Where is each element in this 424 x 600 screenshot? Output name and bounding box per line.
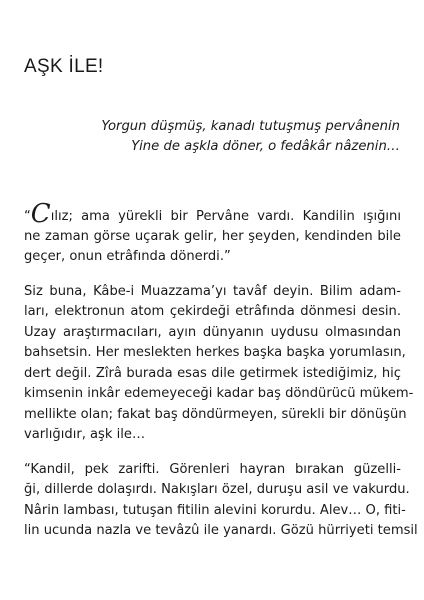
epigraph-line: Yorgun düşmüş, kanadı tutuşmuş pervânenin xyxy=(101,119,400,134)
text-line: Uzay araştırmacıları, ayın dünyanın uydusu olmasından xyxy=(24,324,401,340)
text-line xyxy=(24,199,401,229)
text-line: kimsenin inkâr edemeyeceği kadar baş döndürücü mükem- xyxy=(24,386,414,401)
epigraph xyxy=(20,117,400,156)
text-line: ği, dillerde dolaşırdı. Nakışları özel, duruşu asil ve vakurdu. xyxy=(24,482,410,497)
text-line: ne zaman görse uçarak gelir, her şeyden, kendinden bile xyxy=(24,228,401,244)
text-line: dert değil. Zîrâ burada esas dile getirmek istediğimiz, hiç xyxy=(24,365,401,381)
body-text xyxy=(24,199,418,556)
text-line: mellikte olan; fakat baş döndürmeyen, sürekli bir dönüşün xyxy=(24,406,407,422)
open-quote: “ xyxy=(24,209,31,224)
text-line: bahsetsin. Her meslekten herkes başka başka yorumlasın, xyxy=(24,345,406,360)
paragraph-1 xyxy=(24,199,401,268)
paragraph-3 xyxy=(24,460,418,542)
drop-cap: C xyxy=(30,199,51,229)
text-line: Siz buna, Kâbe-i Muazzama’yı tavâf deyin. Bilim adam- xyxy=(24,283,401,299)
text-line: varlığıdır, aşk ile… xyxy=(24,427,146,442)
paragraph-2 xyxy=(24,282,414,446)
chapter-title: AŞK İLE! xyxy=(24,56,104,77)
text-line: “Kandil, pek zarifti. Görenleri hayran bırakan güzelli- xyxy=(24,461,401,477)
epigraph-line: Yine de aşkla döner, o fedâkâr nâzenin… xyxy=(131,138,400,154)
text-line: ları, elektronun atom çekirdeği etrâfında dönmesi desin. xyxy=(24,304,401,319)
text-line: geçer, onun etrâfında dönerdi.” xyxy=(24,249,231,264)
text-line: Nârin lambası, tutuşan fitilin alevini korurdu. Alev… O, fiti- xyxy=(24,502,406,518)
text-fragment: ılız; ama yürekli bir Pervâne vardı. Kandilin ışığını xyxy=(50,209,401,224)
text-line: lin ucunda nazla ve tevâzû ile yanardı. Gözü hürriyeti temsil xyxy=(24,523,418,538)
